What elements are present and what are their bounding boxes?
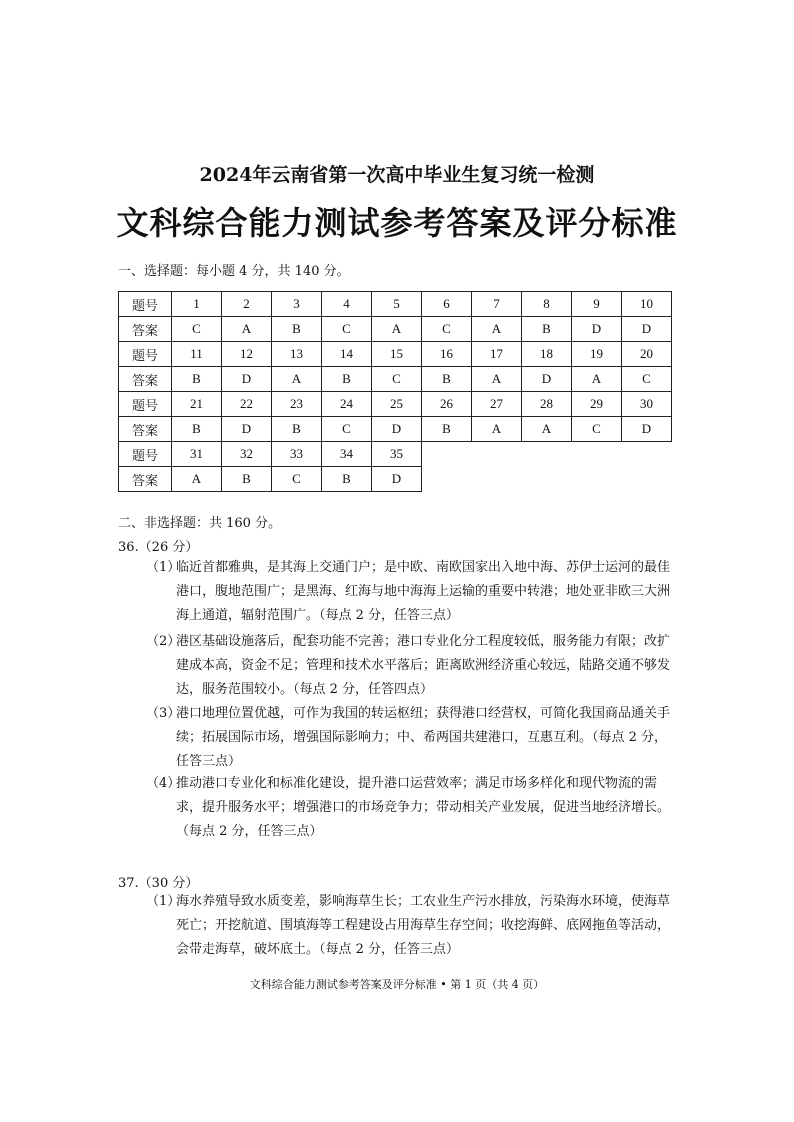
question-number-cell: 4 <box>322 292 372 317</box>
question-number-cell: 18 <box>522 342 572 367</box>
answer-cell: D <box>572 317 622 342</box>
answer-cell: A <box>472 367 522 392</box>
q36-item-2-text: 港区基础设施落后，配套功能不完善；港口专业化分工程度较低，服务能力有限；改扩建成本高，资金不足；管理和技术水平落后；距离欧洲经济重心较远，陆路交通不够发达，服务范围较小。（每点 2 分，任答四点） <box>176 634 671 697</box>
answer-cell: D <box>622 317 672 342</box>
answer-cell: B <box>322 467 372 492</box>
q36-item-1 <box>146 556 676 628</box>
answer-cell: C <box>322 417 372 442</box>
q36-item-4-num: （4） <box>146 776 181 791</box>
question-number-cell: 19 <box>572 342 622 367</box>
answer-cell: B <box>172 367 222 392</box>
answer-cell: B <box>422 417 472 442</box>
question-number-cell: 27 <box>472 392 522 417</box>
answer-cell: B <box>272 317 322 342</box>
question-number-cell: 34 <box>322 442 372 467</box>
question-row <box>119 442 672 467</box>
answer-cell: C <box>622 367 672 392</box>
question-number-cell: 1 <box>172 292 222 317</box>
question-number-cell: 5 <box>372 292 422 317</box>
answer-cell: C <box>322 317 372 342</box>
answer-cell: D <box>222 367 272 392</box>
answer-cell: C <box>422 317 472 342</box>
question-row <box>119 292 672 317</box>
q36-item-1-num: （1） <box>146 560 181 575</box>
question-number-cell: 9 <box>572 292 622 317</box>
q36-item-3-num: （3） <box>146 706 181 721</box>
answer-row <box>119 367 672 392</box>
answer-cell: B <box>172 417 222 442</box>
answer-row-header: 答案 <box>119 417 172 442</box>
answer-cell: B <box>222 467 272 492</box>
q36-item-4 <box>146 772 676 844</box>
answer-cell: C <box>172 317 222 342</box>
document-title: 2024年云南省第一次高中毕业生复习统一检测 <box>199 164 595 186</box>
section1-heading: 一、选择题：每小题 4 分，共 140 分。 <box>118 264 350 279</box>
page-footer: 文科综合能力测试参考答案及评分标准 • 第 1 页（共 4 页） <box>249 978 545 991</box>
q37-item-1-text: 海水养殖导致水质变差，影响海草生长；工农业生产污水排放，污染海水环境，使海草死亡；开挖航道、围填海等工程建设占用海草生存空间；收挖海鲜、底网拖鱼等活动，会带走海草，破坏底土。（每点 2 分，任答三点） <box>176 894 671 957</box>
answer-cell: D <box>222 417 272 442</box>
answer-cell: B <box>522 317 572 342</box>
q36-item-2-num: （2） <box>146 634 181 649</box>
answer-cell: D <box>622 417 672 442</box>
q36-item-3-text: 港口地理位置优越，可作为我国的转运枢纽；获得港口经营权，可简化我国商品通关手续；拓展国际市场，增强国际影响力；中、希两国共建港口，互惠互利。（每点 2 分，任答三点） <box>176 706 671 769</box>
question-number-cell: 16 <box>422 342 472 367</box>
answer-cell: A <box>372 317 422 342</box>
question-number-cell: 3 <box>272 292 322 317</box>
document-subtitle: 文科综合能力测试参考答案及评分标准 <box>116 204 678 242</box>
question-37-label: 37.（30 分） <box>118 876 199 891</box>
answer-row-header: 答案 <box>119 317 172 342</box>
question-number-cell: 35 <box>372 442 422 467</box>
answer-cell: D <box>372 467 422 492</box>
question-number-cell: 28 <box>522 392 572 417</box>
answer-cell: B <box>322 367 372 392</box>
question-number-cell: 12 <box>222 342 272 367</box>
question-number-cell: 11 <box>172 342 222 367</box>
answer-cell: A <box>572 367 622 392</box>
question-row-header: 题号 <box>119 392 172 417</box>
question-number-cell: 2 <box>222 292 272 317</box>
question-row <box>119 342 672 367</box>
question-number-cell: 17 <box>472 342 522 367</box>
answer-cell: D <box>522 367 572 392</box>
answer-cell: C <box>572 417 622 442</box>
question-number-cell: 25 <box>372 392 422 417</box>
answer-row <box>119 417 672 442</box>
answer-cell: C <box>272 467 322 492</box>
question-number-cell: 29 <box>572 392 622 417</box>
question-number-cell: 20 <box>622 342 672 367</box>
question-number-cell: 31 <box>172 442 222 467</box>
answer-cell: A <box>222 317 272 342</box>
question-number-cell: 10 <box>622 292 672 317</box>
question-row-header: 题号 <box>119 292 172 317</box>
question-number-cell: 21 <box>172 392 222 417</box>
answer-cell: B <box>422 367 472 392</box>
question-number-cell: 33 <box>272 442 322 467</box>
answer-row <box>119 467 672 492</box>
answer-cell: C <box>372 367 422 392</box>
question-number-cell: 30 <box>622 392 672 417</box>
q36-item-2 <box>146 630 676 702</box>
question-number-cell: 22 <box>222 392 272 417</box>
answer-table <box>118 291 672 492</box>
question-row-header: 题号 <box>119 342 172 367</box>
q36-item-3 <box>146 702 676 774</box>
question-number-cell: 6 <box>422 292 472 317</box>
answer-cell: A <box>172 467 222 492</box>
answer-cell: A <box>522 417 572 442</box>
question-number-cell: 7 <box>472 292 522 317</box>
question-number-cell: 23 <box>272 392 322 417</box>
question-36-label: 36.（26 分） <box>118 540 199 555</box>
question-number-cell: 8 <box>522 292 572 317</box>
question-number-cell: 26 <box>422 392 472 417</box>
answer-cell: A <box>472 317 522 342</box>
question-number-cell: 15 <box>372 342 422 367</box>
answer-row-header: 答案 <box>119 367 172 392</box>
q36-item-4-text: 推动港口专业化和标准化建设，提升港口运营效率；满足市场多样化和现代物流的需求，提升服务水平；增强港口的市场竞争力；带动相关产业发展，促进当地经济增长。（每点 2 分，任答三点） <box>176 776 671 839</box>
question-number-cell: 13 <box>272 342 322 367</box>
q37-item-1 <box>146 890 676 962</box>
question-row-header: 题号 <box>119 442 172 467</box>
question-number-cell: 14 <box>322 342 372 367</box>
answer-cell: A <box>472 417 522 442</box>
answer-cell: D <box>372 417 422 442</box>
answer-row <box>119 317 672 342</box>
answer-cell: A <box>272 367 322 392</box>
answer-row-header: 答案 <box>119 467 172 492</box>
q37-item-1-num: （1） <box>146 894 181 909</box>
question-number-cell: 24 <box>322 392 372 417</box>
answer-cell: B <box>272 417 322 442</box>
section2-heading: 二、非选择题：共 160 分。 <box>118 516 282 531</box>
question-number-cell: 32 <box>222 442 272 467</box>
q36-item-1-text: 临近首都雅典，是其海上交通门户；是中欧、南欧国家出入地中海、苏伊士运河的最佳港口，腹地范围广；是黑海、红海与地中海海上运输的重要中转港；地处亚非欧三大洲海上通道，辐射范围广。（每点 2 分，任答三点） <box>176 560 671 623</box>
question-row <box>119 392 672 417</box>
